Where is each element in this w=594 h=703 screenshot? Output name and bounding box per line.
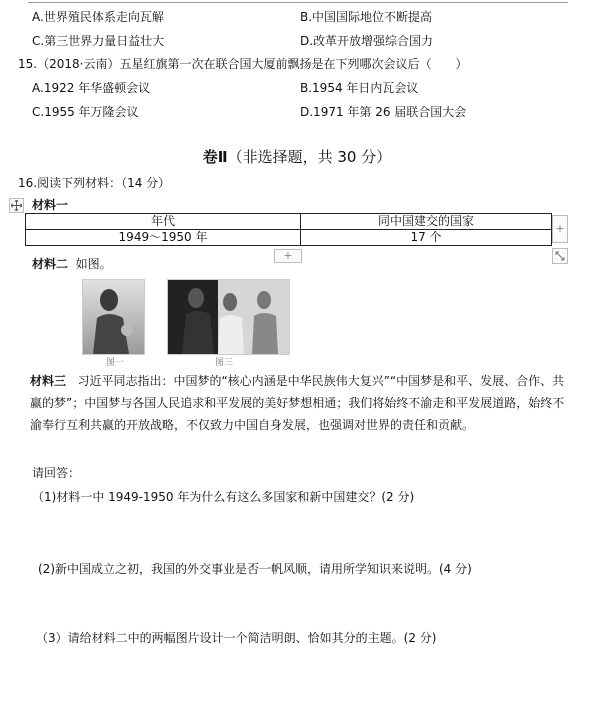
photo-2-caption: 图三 <box>215 358 234 368</box>
q15-stem: 15.（2018·云南）五星红旗第一次在联合国大厦前飘扬是在下列哪次会议后（ ） <box>18 57 468 71</box>
move-handle-icon[interactable] <box>9 198 24 213</box>
material2-text: 如图。 <box>75 257 112 271</box>
table-header-row <box>26 214 552 230</box>
table-cell: 1949～1950 年 <box>26 230 301 246</box>
material3-label: 材料三 <box>30 374 67 388</box>
photo-1-caption: 图一 <box>106 358 125 368</box>
material3-text: 习近平同志指出：中国梦的“核心内涵是中华民族伟大复兴”“中国梦是和平、发展、合作、共赢的梦”；中国梦与各国人民追求和平发展的美好梦想相通；我们将始终不渝走和平发展道路，始终不渝奉行互利共赢的开放战略，不仅致力中国自身发展，也强调对世界的责任和贡献。 <box>30 374 565 432</box>
q15-option-c: C.1955 年万隆会议 <box>32 105 139 119</box>
table-header-cell: 年代 <box>26 214 301 230</box>
question-1: （1)材料一中 1949-1950 年为什么有这么多国家和新中国建交？(2 分) <box>32 490 415 504</box>
material1-table <box>25 213 552 246</box>
section-title <box>0 146 594 167</box>
q16-stem: 16.阅读下列材料：（14 分） <box>18 176 171 190</box>
material2-line <box>32 255 112 272</box>
q14-option-c: C.第三世界力量日益壮大 <box>32 34 165 48</box>
q15-option-b: B.1954 年日内瓦会议 <box>300 81 419 95</box>
add-row-plus-icon[interactable]: + <box>274 249 302 263</box>
q14-option-d: D.改革开放增强综合国力 <box>300 34 434 48</box>
resize-icon[interactable] <box>552 248 568 264</box>
add-column-plus-icon[interactable]: + <box>552 215 568 243</box>
table-row <box>26 230 552 246</box>
table-cell: 17 个 <box>301 230 552 246</box>
answer-prompt: 请回答： <box>32 466 81 480</box>
q14-option-b: B.中国国际地位不断提高 <box>300 10 433 24</box>
material3-paragraph <box>30 370 570 436</box>
photo-2 <box>167 279 290 355</box>
photo-1 <box>82 279 145 355</box>
material1-label: 材料一 <box>32 198 69 212</box>
material2-label: 材料二 <box>32 257 69 271</box>
q15-option-d: D.1971 年第 26 届联合国大会 <box>300 105 467 119</box>
section-title-rest: （非选择题，共 30 分） <box>227 148 392 166</box>
table-header-cell: 同中国建交的国家 <box>301 214 552 230</box>
section-title-volume: 卷Ⅱ <box>202 148 228 166</box>
question-2: (2)新中国成立之初，我国的外交事业是否一帆风顺，请用所学知识来说明。(4 分) <box>38 562 472 576</box>
q14-option-a: A.世界殖民体系走向瓦解 <box>32 10 164 24</box>
top-rule <box>28 2 568 3</box>
question-3: （3）请给材料二中的两幅图片设计一个简洁明朗、恰如其分的主题。(2 分) <box>36 631 437 645</box>
q15-option-a: A.1922 年华盛顿会议 <box>32 81 151 95</box>
